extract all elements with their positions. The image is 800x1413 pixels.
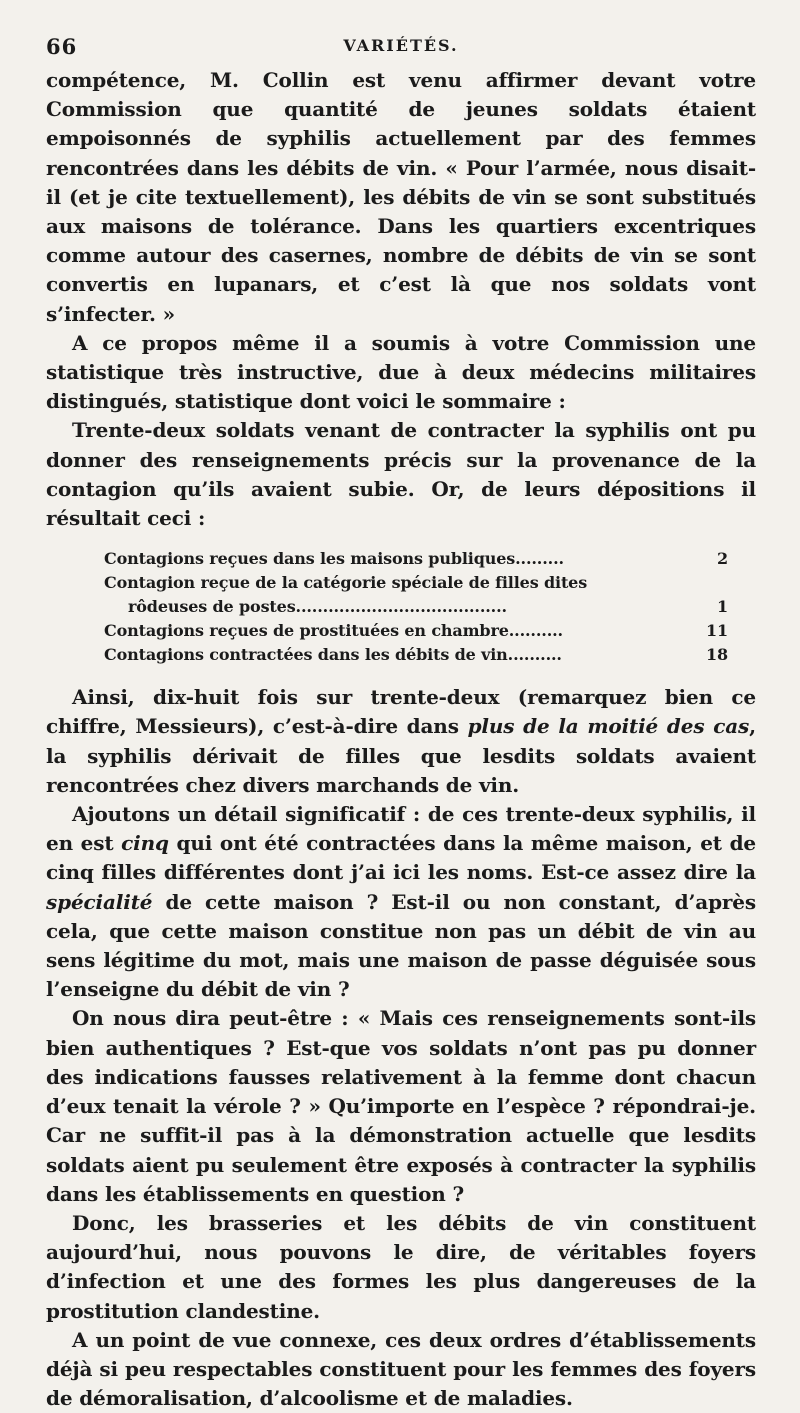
paragraph-4-text-end: , la syphilis dérivait de filles que lesdits soldats avaient rencontrées chez divers marchands de vin. [46, 714, 756, 797]
table-row-count: 18 [706, 645, 728, 665]
paragraph-4 [46, 683, 756, 800]
table-row-count: 11 [706, 621, 728, 641]
paragraph-5-text-3: de cette maison ? Est-il ou non constant, d’après cela, que cette maison constitue non pas un débit de vin au sens légitime du mot, mais une maison de passe déguisée sous l’enseigne du débit de vin ? [46, 889, 756, 1002]
paragraph-5 [46, 800, 756, 1004]
table-row [104, 643, 754, 667]
body-text [46, 66, 756, 1413]
paragraph-3: Trente-deux soldats venant de contracter la syphilis ont pu donner des renseignements précis sur la provenance de la contagion qu’ils avaient subie. Or, de leurs dépositions il résultait ceci : [46, 418, 756, 531]
paragraph-4-italic: plus de la moitié des cas [467, 714, 750, 739]
paragraph-7: Donc, les brasseries et les débits de vin constituent aujourd’hui, nous pouvons le dire, de véritables foyers d’infection et une des formes les plus dangereuses de la prostitution clandestine. [46, 1210, 756, 1323]
page-header [46, 22, 756, 66]
paragraph-5-italic-2: spécialité [46, 889, 153, 914]
statistics-table [46, 547, 756, 667]
paragraph-5-text-1: Ajoutons un détail significatif : de ces trente-deux syphilis, il en est [46, 802, 756, 856]
table-row-continued [104, 595, 754, 619]
paragraph-8: A un point de vue connexe, ces deux ordres d’établissements déjà si peu respectables constituent pour les femmes des foyers de démoralisation, d’alcoolisme et de maladies. [46, 1327, 756, 1411]
paragraph-2: A ce propos même il a soumis à votre Commission une statistique très instructive, due à deux médecins militaires distingués, statistique dont voici le sommaire : [46, 330, 756, 414]
table-row-label: Contagions reçues dans les maisons publiques......... [104, 549, 564, 569]
page-number: 66 [46, 34, 78, 59]
table-row-count: 1 [717, 597, 728, 617]
table-row-label: Contagion reçue de la catégorie spéciale de filles dites [104, 573, 588, 593]
paragraph-6: On nous dira peut-être : « Mais ces renseignements sont-ils bien authentiques ? Est-que vos soldats n’ont pas pu donner des indications fausses relativement à la femme dont chacun d’eux tenait la vérole ? » Qu’importe en l’espèce ? répondrai-je. Car ne suffit-il pas à la démonstration actuelle que lesdits soldats aient pu seulement être exposés à contracter la syphilis dans les établissements en question ? [46, 1006, 756, 1206]
table-row [104, 571, 754, 595]
table-row-label: Contagions reçues de prostituées en chambre.......... [104, 621, 563, 641]
paragraph-5-italic-1: cinq [121, 831, 169, 856]
table-row [104, 619, 754, 643]
table-row [104, 547, 754, 571]
table-row-label: Contagions contractées dans les débits de vin.......... [104, 645, 562, 665]
paragraph-4-text: Ainsi, dix-huit fois sur trente-deux (remarquez bien ce chiffre, Messieurs), c’est-à-dire dans [46, 685, 756, 739]
table-row-count: 2 [717, 549, 728, 569]
paragraph-5-text-2: qui ont été contractées dans la même maison, et de cinq filles différentes dont j’ai ici les noms. Est-ce assez dire la [46, 831, 756, 885]
running-head: VARIÉTÉS. [343, 36, 459, 55]
paragraph-1: compétence, M. Collin est venu affirmer devant votre Commission que quantité de jeunes soldats étaient empoisonnés de syphilis actuellement par des femmes rencontrées dans les débits de vin. « Pour l’armée, nous disait-il (et je cite textuellement), les débits de vin se sont substitués aux maisons de tolérance. Dans les quartiers excentriques comme autour des casernes, nombre de débits de vin se sont convertis en lupanars, et c’est là que nos soldats vont s’infecter. » [46, 68, 756, 326]
table-row-label-continued: rôdeuses de postes....................................... [128, 597, 507, 617]
